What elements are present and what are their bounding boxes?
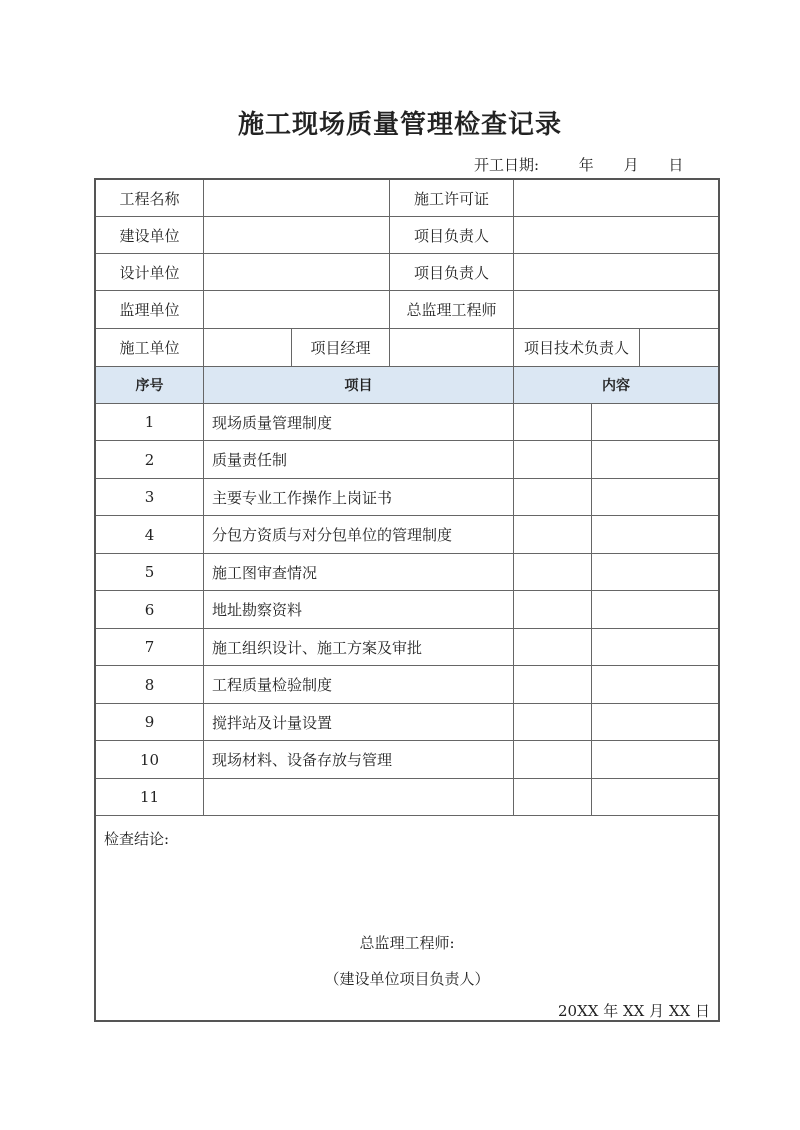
row-item: 搅拌站及计量设置	[204, 704, 514, 741]
row-item	[204, 779, 514, 816]
contractor-value[interactable]	[204, 329, 292, 367]
row-number: 9	[96, 704, 204, 741]
header-index: 序号	[96, 367, 204, 404]
row-item: 现场材料、设备存放与管理	[204, 741, 514, 779]
supervision-unit-label: 监理单位	[96, 291, 204, 329]
row-number: 8	[96, 666, 204, 704]
row-number: 3	[96, 479, 204, 516]
row-content-a[interactable]	[514, 591, 592, 629]
row-content-a[interactable]	[514, 779, 592, 816]
row-number: 1	[96, 404, 204, 441]
row-item: 施工图审查情况	[204, 554, 514, 591]
project-name-value[interactable]	[204, 180, 390, 217]
row-content-a[interactable]	[514, 516, 592, 554]
row-content-a[interactable]	[514, 404, 592, 441]
design-manager-value[interactable]	[514, 254, 718, 291]
conclusion-date: 20XX 年 XX 月 XX 日	[558, 1002, 710, 1020]
start-date-line	[474, 154, 683, 175]
project-name-label: 工程名称	[96, 180, 204, 217]
permit-label: 施工许可证	[390, 180, 514, 217]
permit-value[interactable]	[514, 180, 718, 217]
owner-manager-label: 项目负责人	[390, 217, 514, 254]
row-number: 10	[96, 741, 204, 779]
row-content-b[interactable]	[592, 779, 718, 816]
document-title: 施工现场质量管理检查记录	[237, 110, 562, 140]
tech-lead-value[interactable]	[640, 329, 718, 367]
supervision-unit-value[interactable]	[204, 291, 390, 329]
owner-representative-note: （建设单位项目负责人）	[324, 970, 490, 988]
row-content-b[interactable]	[592, 629, 718, 666]
header-content: 内容	[514, 367, 718, 404]
contractor-label: 施工单位	[96, 329, 204, 367]
conclusion-label: 检查结论:	[104, 830, 170, 848]
design-unit-label: 设计单位	[96, 254, 204, 291]
row-number: 11	[96, 779, 204, 816]
row-item: 质量责任制	[204, 441, 514, 479]
row-content-b[interactable]	[592, 516, 718, 554]
row-item: 主要专业工作操作上岗证书	[204, 479, 514, 516]
row-content-b[interactable]	[592, 554, 718, 591]
start-date-month: 月	[623, 156, 639, 174]
row-content-b[interactable]	[592, 404, 718, 441]
chief-engineer-value[interactable]	[514, 291, 718, 329]
row-content-a[interactable]	[514, 441, 592, 479]
row-number: 2	[96, 441, 204, 479]
row-content-b[interactable]	[592, 741, 718, 779]
project-manager-label: 项目经理	[292, 329, 390, 367]
row-number: 4	[96, 516, 204, 554]
row-item: 现场质量管理制度	[204, 404, 514, 441]
row-content-b[interactable]	[592, 441, 718, 479]
row-content-a[interactable]	[514, 479, 592, 516]
owner-unit-label: 建设单位	[96, 217, 204, 254]
row-content-a[interactable]	[514, 666, 592, 704]
row-content-a[interactable]	[514, 704, 592, 741]
row-number: 6	[96, 591, 204, 629]
row-content-b[interactable]	[592, 591, 718, 629]
row-item: 地址勘察资料	[204, 591, 514, 629]
row-content-a[interactable]	[514, 741, 592, 779]
chief-engineer-label: 总监理工程师	[390, 291, 514, 329]
row-item: 施工组织设计、施工方案及审批	[204, 629, 514, 666]
row-content-b[interactable]	[592, 479, 718, 516]
row-content-a[interactable]	[514, 629, 592, 666]
row-content-b[interactable]	[592, 666, 718, 704]
owner-manager-value[interactable]	[514, 217, 718, 254]
row-content-a[interactable]	[514, 554, 592, 591]
row-number: 7	[96, 629, 204, 666]
row-item: 工程质量检验制度	[204, 666, 514, 704]
owner-unit-value[interactable]	[204, 217, 390, 254]
start-date-day: 日	[668, 156, 684, 174]
chief-engineer-signature: 总监理工程师:	[359, 934, 455, 952]
row-number: 5	[96, 554, 204, 591]
start-date-label: 开工日期:	[474, 156, 540, 174]
row-content-b[interactable]	[592, 704, 718, 741]
tech-lead-label: 项目技术负责人	[514, 329, 640, 367]
start-date-year: 年	[578, 156, 594, 174]
design-unit-value[interactable]	[204, 254, 390, 291]
conclusion-section	[96, 816, 718, 1020]
row-item: 分包方资质与对分包单位的管理制度	[204, 516, 514, 554]
design-manager-label: 项目负责人	[390, 254, 514, 291]
project-manager-value[interactable]	[390, 329, 514, 367]
header-item: 项目	[204, 367, 514, 404]
inspection-form	[94, 178, 720, 1022]
